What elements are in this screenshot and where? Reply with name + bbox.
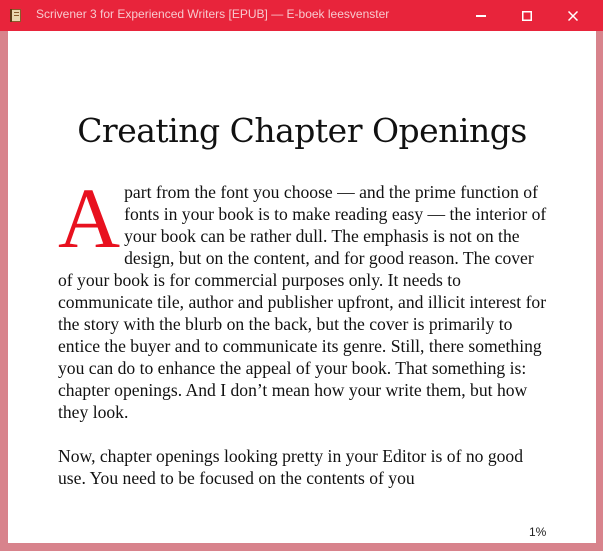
paragraph-2: Now, chapter openings looking pretty in your Editor is of no good use. You need to be focused on the contents of you bbox=[58, 446, 524, 488]
drop-cap: A bbox=[58, 170, 121, 266]
book-icon[interactable] bbox=[9, 8, 23, 23]
paragraph-1 bbox=[58, 170, 550, 423]
progress-indicator: 1% bbox=[529, 525, 547, 539]
minimize-button[interactable] bbox=[458, 0, 504, 31]
maximize-button[interactable] bbox=[504, 0, 550, 31]
title-bar[interactable] bbox=[0, 0, 603, 31]
chapter-title: Creating Chapter Openings bbox=[77, 111, 527, 150]
window-title: Scrivener 3 for Experienced Writers [EPUB] — E-boek leesvenster bbox=[36, 7, 390, 21]
chapter-body bbox=[58, 170, 550, 511]
minimize-icon bbox=[476, 11, 486, 21]
maximize-icon bbox=[522, 11, 532, 21]
close-icon bbox=[568, 11, 578, 21]
close-button[interactable] bbox=[550, 0, 596, 31]
reader-content[interactable] bbox=[8, 31, 596, 543]
paragraph-1-text: part from the font you choose — and the prime function of fonts in your book is to make reading easy — the interior of your book can be rather dull. The emphasis is not on the design, but on the content, and for good reason. The cover of your book is for commercial purposes only. It needs to communicate tile, author and publisher upfront, and illicit interest for the story with the blurb on the back, but the cover is primarily to entice the buyer and to communicate its genre. Still, there something you can do to enhance the appeal of your book. That something is: chapter openings. And I don’t mean how your write them, but how they look. bbox=[58, 182, 547, 422]
